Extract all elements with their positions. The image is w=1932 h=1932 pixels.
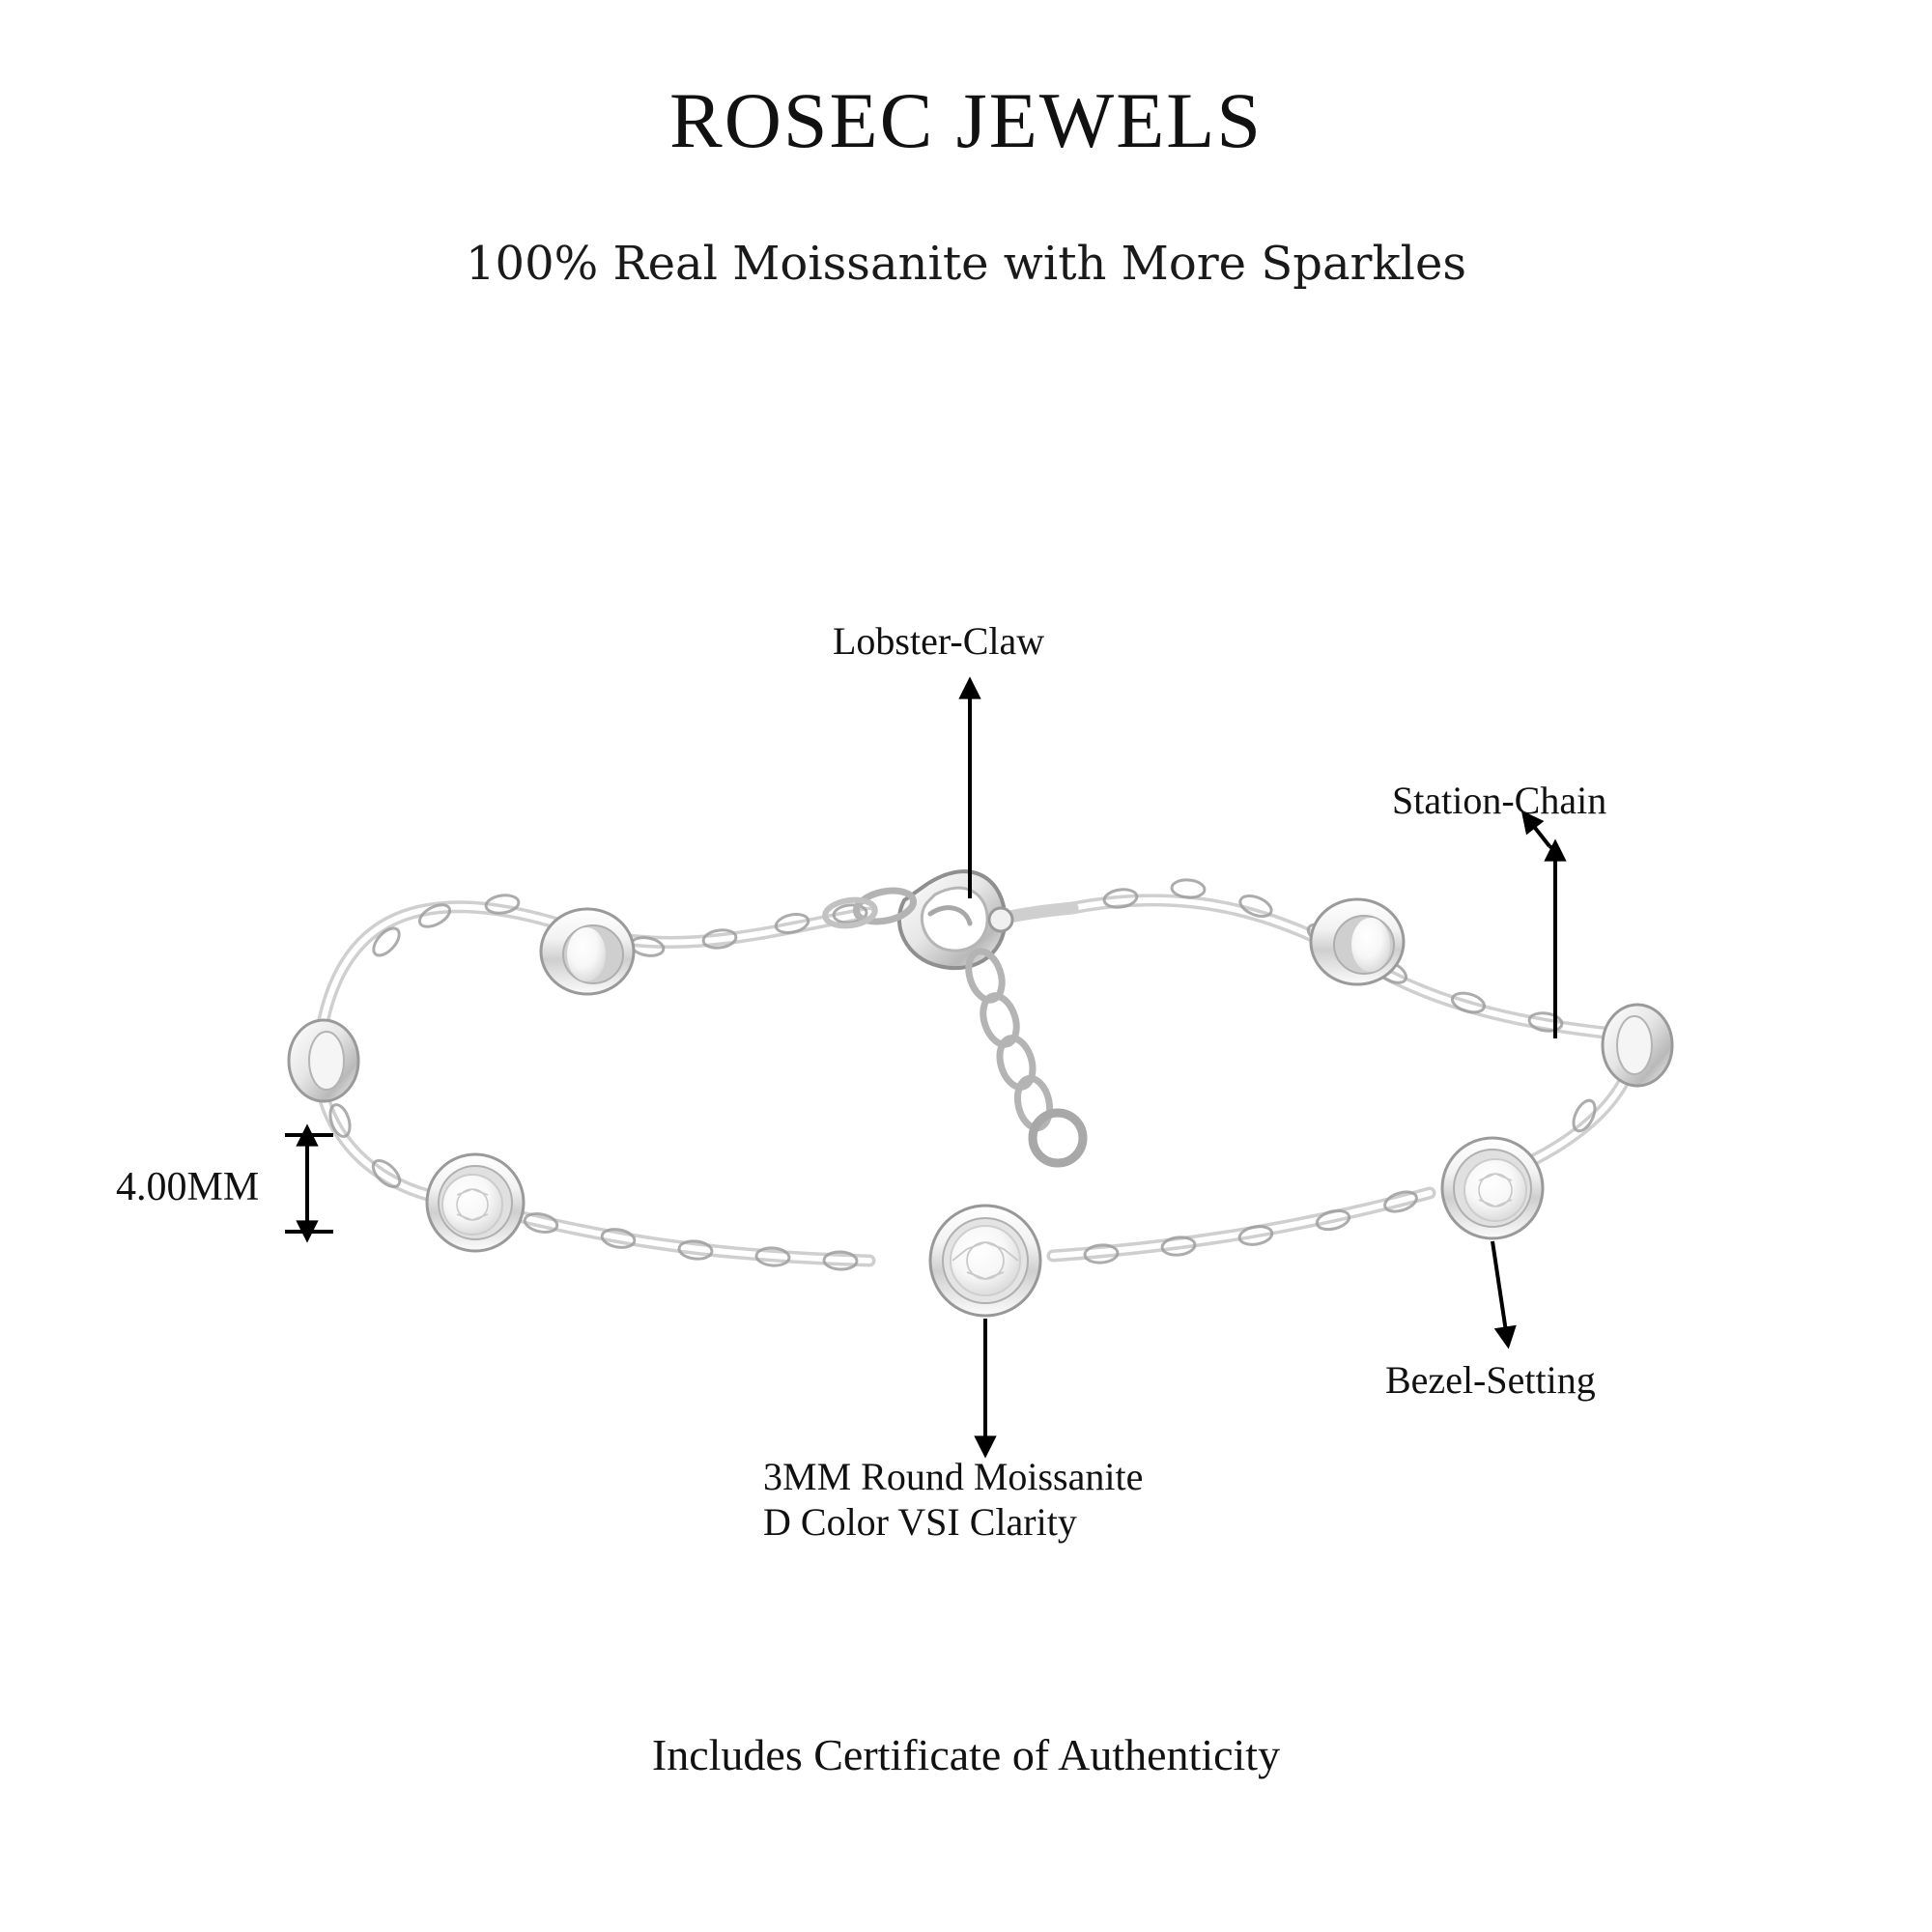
bezel-station-upper-left <box>541 909 634 994</box>
bezel-station-center <box>930 1206 1040 1316</box>
callout-dimension: 4.00MM <box>116 1165 260 1209</box>
callout-stone-spec-line2: D Color VSI Clarity <box>763 1500 1077 1545</box>
callout-stone-spec-line1: 3MM Round Moissanite <box>763 1455 1144 1498</box>
brand-tagline: 100% Real Moissanite with More Sparkles <box>466 237 1466 291</box>
bezel-station-upper-right <box>1311 899 1404 984</box>
bezel-station-mid-right <box>1442 1138 1543 1238</box>
arrow-bezel-setting <box>1492 1241 1507 1338</box>
brand-title: ROSEC JEWELS <box>669 76 1263 164</box>
extender-chain <box>963 947 1083 1163</box>
callout-bezel-setting: Bezel-Setting <box>1385 1358 1596 1402</box>
bezel-station-left <box>289 1020 358 1101</box>
bezel-station-mid-left <box>427 1154 524 1251</box>
callout-stone-spec <box>763 1454 1143 1545</box>
arrow-station-chain <box>1528 819 1549 846</box>
certificate-note: Includes Certificate of Authenticity <box>651 1730 1281 1779</box>
bezel-station-right <box>1603 1005 1672 1086</box>
callout-lobster-claw: Lobster-Claw <box>833 619 1045 663</box>
dimension-indicator <box>285 1135 333 1232</box>
callout-station-chain: Station-Chain <box>1392 779 1607 822</box>
